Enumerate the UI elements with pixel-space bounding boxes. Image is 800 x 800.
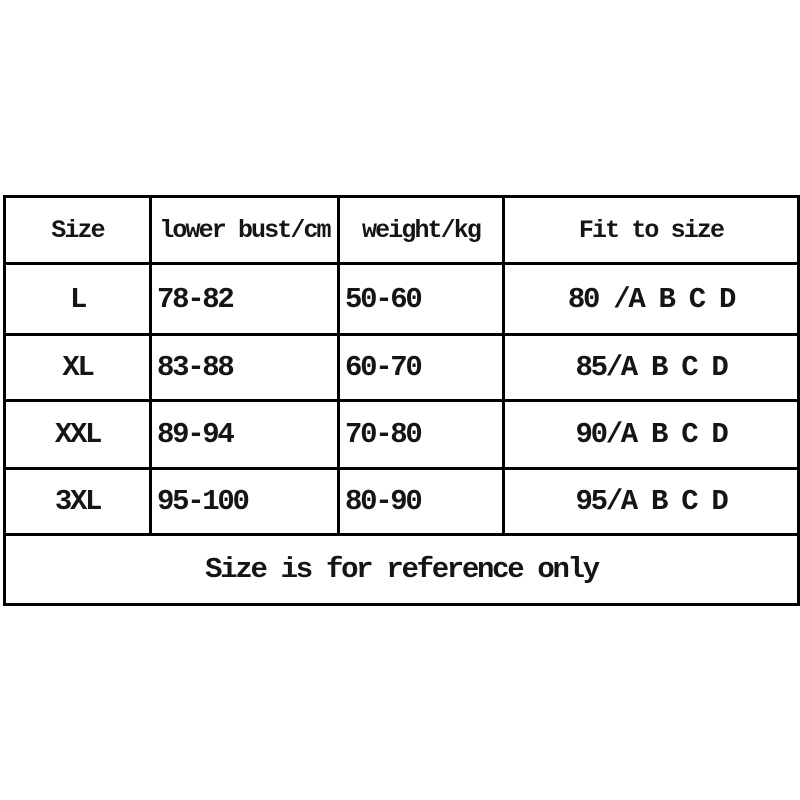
cell-fit-to-size: 90/A B C D: [504, 401, 799, 469]
size-reference-note: Size is for reference only: [5, 535, 799, 605]
column-header-weight: weight/kg: [339, 197, 504, 264]
cell-size-label: L: [5, 264, 151, 335]
table-footer-row: [5, 535, 799, 605]
size-chart-table-container: [3, 195, 800, 606]
cell-lower-bust: 78-82: [151, 264, 339, 335]
cell-lower-bust: 83-88: [151, 335, 339, 401]
table-row-l: [5, 264, 799, 335]
cell-lower-bust: 89-94: [151, 401, 339, 469]
column-header-lower-bust: lower bust/cm: [151, 197, 339, 264]
table-header-row: [5, 197, 799, 264]
cell-weight: 50-60: [339, 264, 504, 335]
cell-size-label: XL: [5, 335, 151, 401]
cell-fit-to-size: 85/A B C D: [504, 335, 799, 401]
column-header-size: Size: [5, 197, 151, 264]
column-header-fit: Fit to size: [504, 197, 799, 264]
cell-size-label: XXL: [5, 401, 151, 469]
size-chart-table: [3, 195, 800, 606]
cell-size-label: 3XL: [5, 469, 151, 535]
table-row-xl: [5, 335, 799, 401]
cell-fit-to-size: 95/A B C D: [504, 469, 799, 535]
table-row-3xl: [5, 469, 799, 535]
cell-lower-bust: 95-100: [151, 469, 339, 535]
cell-weight: 70-80: [339, 401, 504, 469]
cell-fit-to-size: 80 /A B C D: [504, 264, 799, 335]
cell-weight: 80-90: [339, 469, 504, 535]
cell-weight: 60-70: [339, 335, 504, 401]
table-row-xxl: [5, 401, 799, 469]
